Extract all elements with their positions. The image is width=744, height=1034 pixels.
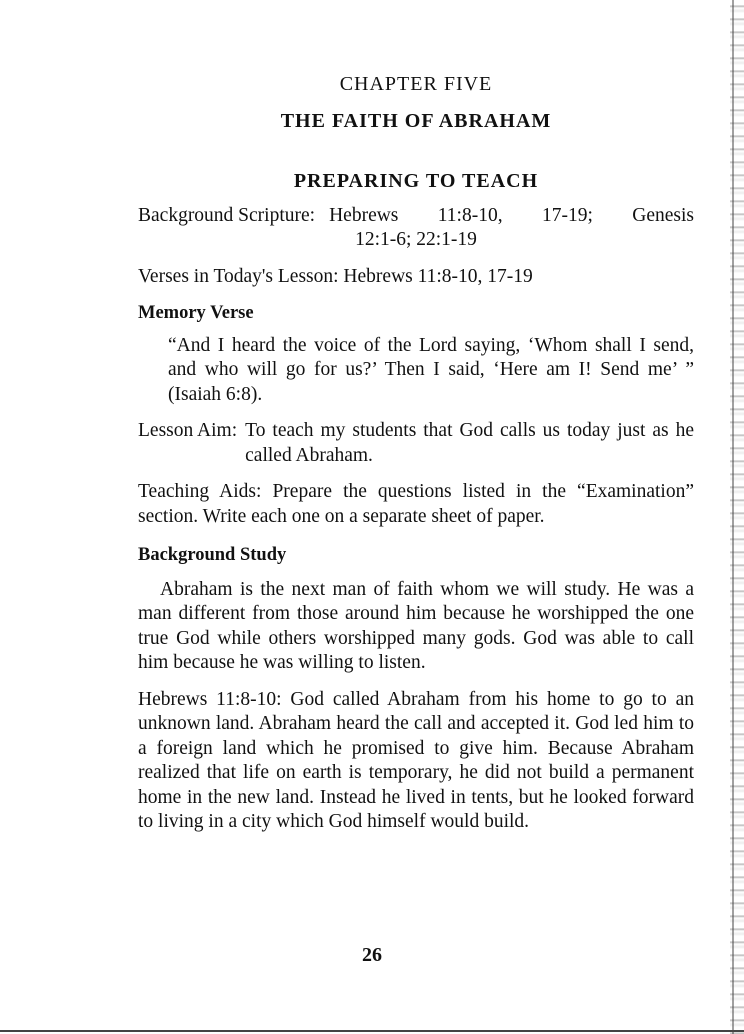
page-number: 26 [362,944,382,966]
page-content [138,72,694,845]
teaching-aids: Teaching Aids: Prepare the questions listed in the “Examination” section. Write each one on a separate sheet of paper. [138,481,694,527]
background-scripture-text-1: Hebrews 11:8-10, 17-19; Genesis [329,204,694,226]
background-scripture-text-2: 12:1-6; 22:1-19 [355,229,477,250]
background-study-heading: Background Study [138,545,287,565]
background-study-paragraph-1: Abraham is the next man of faith whom we will study. He was a man different from those around him because he worshipped the one true God while others worshipped many gods. God was able to call him because he was willing to listen. [138,578,694,673]
verses-in-lesson: Verses in Today's Lesson: Hebrews 11:8-10, 17-19 [138,265,533,287]
background-scripture [138,204,694,253]
memory-verse-text: “And I heard the voice of the Lord saying, ‘Whom shall I send, and who will go for us?’ Then I said, ‘Here am I! Send me’ ” (Isaiah 6:8). [168,334,694,405]
page-edge-line [732,0,734,1034]
section-title: PREPARING TO TEACH [293,170,539,192]
background-scripture-label: Background Scripture: [138,204,316,226]
chapter-title: THE FAITH OF ABRAHAM [280,109,552,132]
lesson-aim-text: To teach my students that God calls us today just as he called Abraham. [245,420,694,466]
chapter-label: CHAPTER FIVE [339,73,493,95]
background-study-paragraph-2: Hebrews 11:8-10: God called Abraham from his home to go to an unknown land. Abraham heard the call and accepted it. God led him to a foreign land which he promised to give him. Because Abraham realized that life on earth is temporary, he did not build a permanent home in the new land. Instead he lived in tents, but he looked forward to living in a city which God himself would build. [138,688,694,832]
page-bottom-line [0,1030,744,1032]
lesson-aim [138,419,694,468]
lesson-aim-label: Lesson Aim: [138,420,238,441]
memory-verse-heading: Memory Verse [138,303,254,323]
